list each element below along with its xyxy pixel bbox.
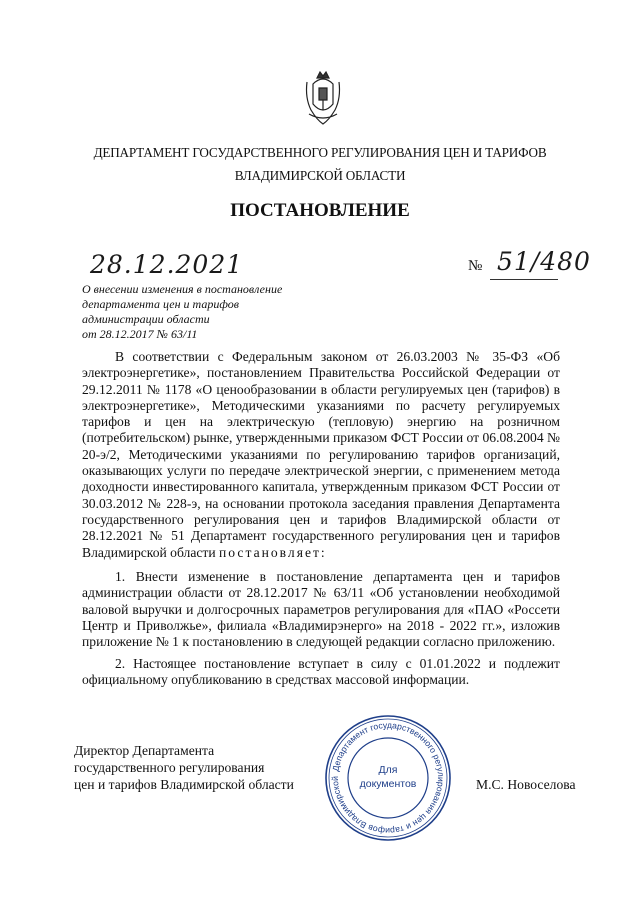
document-type-title: ПОСТАНОВЛЕНИЕ (230, 200, 410, 221)
clause-2-paragraph: 2. Настоящее постановление вступает в силу с 01.01.2022 и подлежит официальному опубликованию в средствах массовой информации. (82, 656, 560, 688)
official-seal-stamp (322, 712, 454, 844)
signer-title-line: государственного регулирования (74, 760, 265, 775)
subject-block (82, 282, 312, 342)
subject-line: О внесении изменения в постановление (82, 282, 283, 296)
seal-center-line1: Для (378, 764, 398, 776)
handwritten-number: 51/480 (497, 247, 591, 276)
subject-line: администрации области (82, 312, 210, 326)
department-name-line1: ДЕПАРТАМЕНТ ГОСУДАРСТВЕННОГО РЕГУЛИРОВАНИЯ ЦЕН И ТАРИФОВ (93, 145, 547, 160)
department-name-line2: ВЛАДИМИРСКОЙ ОБЛАСТИ (234, 168, 406, 183)
seal-center-line2: документов (359, 778, 417, 790)
resolves-keyword: постановляет: (219, 544, 327, 560)
signer-title-line: Директор Департамента (74, 743, 215, 758)
signer-title-line: цен и тарифов Владимирской области (74, 777, 294, 792)
handwritten-date: 28.12.2021 (90, 250, 244, 279)
seal-ring-text: Департамент государственного регулирования цен и тарифов Владимирской (329, 719, 447, 837)
preamble-text: В соответствии с Федеральным законом от 26.03.2003 № 35-ФЗ «Об электроэнергетике», постановлением Правительства Российской Федерации от 29.12.2011 № 1178 «О ценообразовании в области регулируемых цен (тарифов) в электроэнергетике», Методическими указаниями по расчету регулируемых тарифов и цен на электрическую (тепловую) энергию на розничном (потребительском) рынке, утвержденными приказом ФСТ России от 06.08.2004 № 20-э/2, Методическими указаниями по регулированию тарифов организаций, оказывающих услуги по передаче электрической энергии, с применением метода доходности инвестированного капитала, утвержденным приказом ФСТ России от 30.03.2012 № 228-э, на основании протокола заседания правления Департамента государственного регулирования цен и тарифов Владимирской области от 28.12.2021 № 51 Департамент государственного регулирования цен и тарифов Владимирской области (82, 349, 561, 560)
number-sign: № (468, 258, 483, 274)
subject-line: от 28.12.2017 № 63/11 (82, 327, 198, 341)
subject-line: департамента цен и тарифов (82, 297, 239, 311)
coat-of-arms-icon (303, 70, 343, 126)
preamble-paragraph (82, 349, 560, 561)
signer-title (74, 742, 294, 793)
signer-name: М.С. Новоселова (476, 777, 576, 792)
clause-1-paragraph: 1. Внести изменение в постановление департамента цен и тарифов администрации области от 28.12.2017 № 63/11 «Об установлении необходимой валовой выручки и долгосрочных параметров регулирования для «ПАО «Россети Центр и Приволжье», филиала «Владимирэнерго» на 2018 - 2022 гг.», изложив приложение № 1 к постановлению в следующей редакции согласно приложению. (82, 569, 560, 650)
number-underline (490, 279, 558, 280)
